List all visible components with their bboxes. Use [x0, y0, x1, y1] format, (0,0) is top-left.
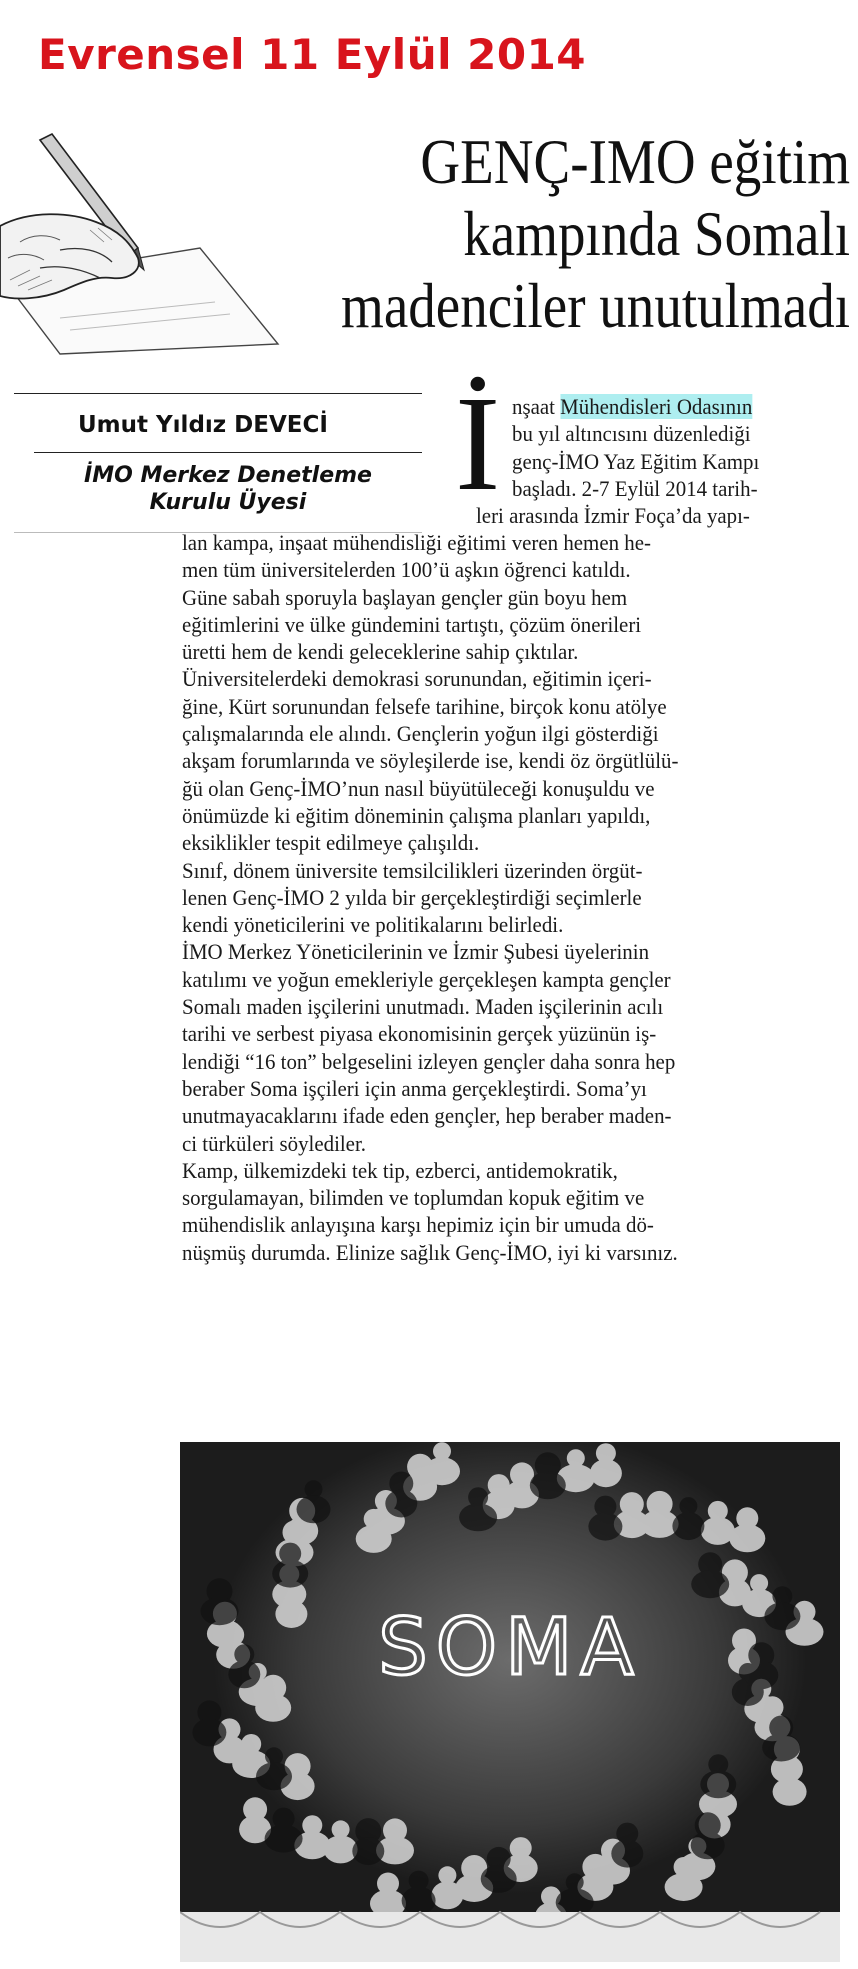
person-silhouette: [265, 1825, 303, 1853]
article-line: önümüzde ki eğitim döneminin çalışma planları yapıldı,: [182, 802, 651, 828]
person-silhouette: [762, 1734, 800, 1762]
soma-light-text: SOMA: [378, 1603, 642, 1693]
article-line: ci türküleri söylediler.: [182, 1130, 366, 1156]
article-line: Üniversitelerdeki demokrasi sorunundan, eğitimin içeri-: [182, 666, 652, 692]
headline-line: madenciler unutulmadı: [341, 270, 850, 341]
person-silhouette: [691, 1831, 725, 1859]
article-line: katılımı ve yoğun emekleriyle gerçekleşen kampta gençler: [182, 966, 671, 992]
person-silhouette: [764, 1602, 800, 1630]
author-role-line: İMO Merkez Denetleme: [84, 463, 372, 488]
article-lead-wide: [476, 502, 856, 529]
person-silhouette: [385, 1490, 417, 1518]
author-name: Umut Yıldız DEVECİ: [78, 412, 328, 438]
article-line: leri arasında İzmir Foça’da yapı-: [476, 503, 750, 528]
person-silhouette: [201, 1597, 239, 1625]
person-silhouette: [481, 1865, 517, 1893]
byline-divider: [34, 452, 422, 453]
person-silhouette: [672, 1512, 704, 1540]
hand-writing-illustration: [0, 130, 280, 360]
article-line: mühendislik anlayışına karşı hepimiz için bir umuda dö-: [182, 1212, 654, 1238]
person-silhouette: [256, 1762, 292, 1790]
headline-line: kampında Somalı: [463, 198, 850, 269]
byline-box: [14, 393, 422, 533]
article-line: başladı. 2-7 Eylül 2014 tarih-: [512, 475, 758, 501]
article-line: nşaat Mühendisleri Odasının: [512, 394, 753, 419]
article-line: akşam forumlarında ve söyleşilerde ise, kendi öz örgütlülü-: [182, 748, 679, 774]
article-line: lan kampa, inşaat mühendisliği eğitimi veren hemen he-: [182, 530, 651, 555]
highlighted-text: Mühendisleri Odasının: [560, 394, 753, 419]
article-line: genç-İMO Yaz Eğitim Kampı: [512, 448, 760, 474]
drop-cap: İ: [455, 369, 501, 519]
person-silhouette: [590, 1459, 622, 1487]
article-headline: [300, 126, 850, 342]
person-silhouette: [459, 1503, 497, 1531]
article-photo: [180, 1442, 840, 1962]
article-line: men tüm üniversitelerden 100’ü aşkın öğrenci katıldı.: [182, 557, 631, 583]
person-silhouette: [192, 1718, 226, 1746]
person-silhouette: [402, 1887, 436, 1915]
article-line: tarihi ve serbest piyasa ekonomisinin gerçek yüzünün iş-: [182, 1021, 657, 1047]
person-silhouette: [431, 1881, 463, 1909]
person-silhouette: [665, 1873, 703, 1901]
article-body: [182, 529, 847, 1266]
person-silhouette: [729, 1524, 765, 1552]
person-silhouette: [228, 1660, 260, 1688]
article-line: lendiği “16 ton” belgeselini izleyen gençler daha sonra hep: [182, 1048, 676, 1074]
article-line: İMO Merkez Yöneticilerinin ve İzmir Şubesi üyelerinin: [182, 939, 650, 965]
person-silhouette: [424, 1457, 460, 1485]
person-silhouette: [297, 1495, 331, 1523]
person-silhouette: [691, 1570, 729, 1598]
article-line: nüşmüş durumda. Elinize sağlık Genç-İMO, iyi ki varsınız.: [182, 1239, 678, 1265]
person-silhouette: [588, 1513, 622, 1541]
newspaper-date-header: Evrensel 11 Eylül 2014: [38, 30, 587, 79]
article-line: üretti hem de kendi geleceklerine sahip çıktılar.: [182, 639, 579, 665]
article-lead: [512, 393, 845, 502]
article-line: eksiklikler tespit edilmeye çalışıldı.: [182, 830, 480, 856]
article-line: kendi yöneticilerini ve politikalarını belirledi.: [182, 912, 564, 938]
author-role: [34, 462, 422, 516]
article-line: bu yıl altıncısını düzenlediği: [512, 421, 751, 447]
article-line: Güne sabah sporuyla başlayan gençler gün boyu hem: [182, 584, 628, 610]
article-line: sorgulamayan, bilimden ve toplumdan kopuk eğitim ve: [182, 1185, 645, 1211]
person-silhouette: [352, 1837, 384, 1865]
author-role-line: Kurulu Üyesi: [149, 490, 307, 515]
article-line: lenen Genç-İMO 2 yılda bir gerçekleştirdiği seçimlerle: [182, 884, 642, 910]
person-silhouette: [744, 1661, 778, 1689]
article-line: Somalı maden işçilerini unutmadı. Maden işçilerinin acılı: [182, 994, 664, 1020]
article-line: ğü olan Genç-İMO’nun nasıl büyütüleceği konuşuldu ve: [182, 775, 655, 801]
person-silhouette: [272, 1560, 308, 1588]
person-silhouette: [611, 1840, 643, 1868]
article-line: beraber Soma işçileri için anma gerçekleştirdi. Soma’yı: [182, 1075, 647, 1101]
article-line: unutmayacaklarını ifade eden gençler, hep beraber maden-: [182, 1103, 672, 1129]
person-silhouette: [700, 1770, 736, 1798]
article-line: Sınıf, dönem üniversite temsilcilikleri üzerinden örgüt-: [182, 857, 643, 883]
article-line: çalışmalarında ele alındı. Gençlerin yoğun ilgi gösterdiği: [182, 721, 659, 747]
headline-line: GENÇ-IMO eğitim: [420, 126, 850, 197]
person-silhouette: [773, 1778, 807, 1806]
article-line: ğine, Kürt sorunundan felsefe tarihine, birçok konu atölye: [182, 693, 667, 719]
article-line: Kamp, ülkemizdeki tek tip, ezberci, antidemokratik,: [182, 1157, 618, 1183]
article-line: eğitimlerini ve ülke gündemini tartıştı, çözüm önerileri: [182, 611, 642, 637]
person-silhouette: [530, 1471, 566, 1499]
